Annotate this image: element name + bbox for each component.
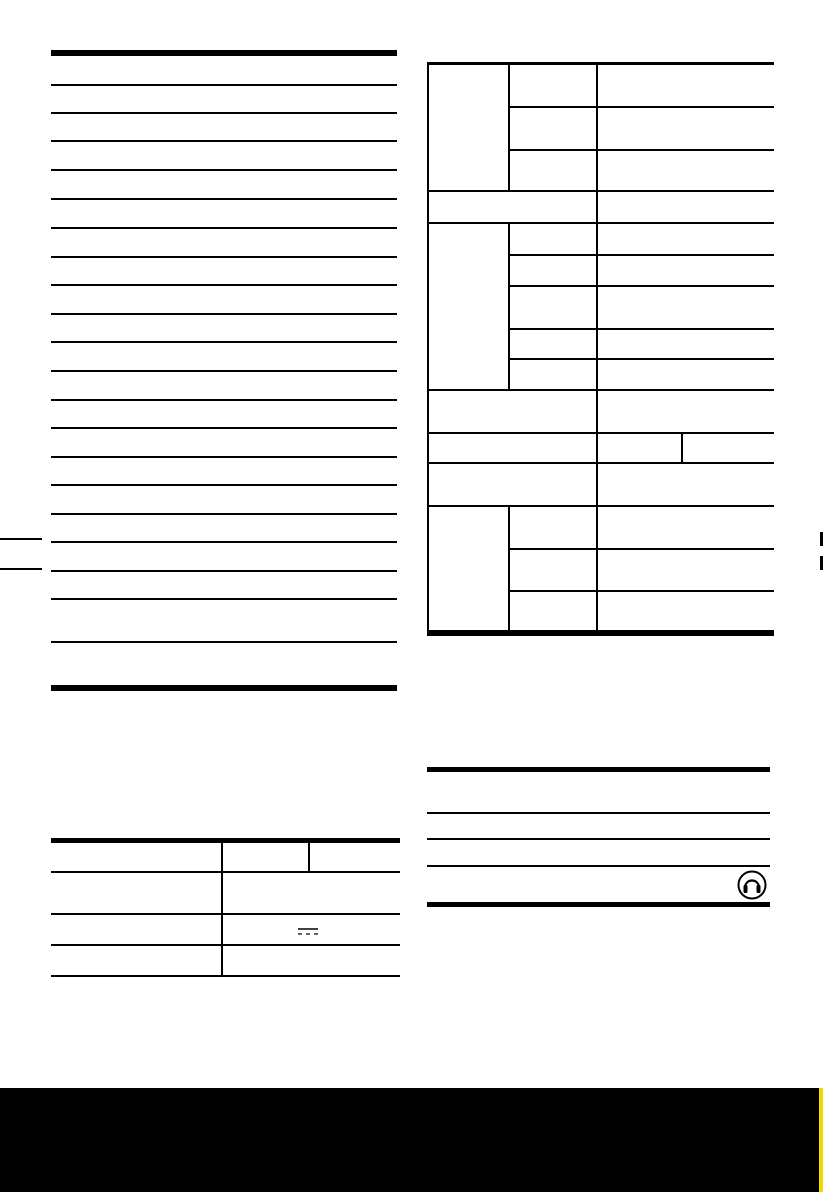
table-row — [51, 427, 397, 429]
table-row — [51, 84, 397, 86]
dc-current-icon — [297, 924, 319, 934]
table-row — [508, 149, 774, 151]
table-column-divider — [221, 843, 223, 976]
table-row — [51, 513, 397, 515]
table-row — [508, 106, 774, 108]
table-row — [51, 913, 400, 915]
table-row — [51, 944, 400, 946]
table-row — [508, 254, 774, 256]
table-row — [51, 598, 397, 600]
table-row — [51, 313, 397, 315]
table-top-rule — [51, 838, 400, 843]
table-column-divider — [681, 432, 683, 464]
table-row — [508, 328, 774, 330]
table-row — [427, 812, 770, 814]
table-row — [51, 370, 397, 372]
table-row — [508, 590, 774, 592]
table-row — [51, 198, 397, 200]
table-row — [51, 169, 397, 171]
table-row — [427, 389, 774, 391]
table-row — [427, 505, 774, 507]
page-edge-marker — [0, 538, 42, 540]
table-column-divider — [508, 62, 510, 192]
table-bottom-rule — [427, 902, 770, 907]
table-row — [427, 865, 770, 867]
table-row — [51, 256, 397, 258]
table-row — [427, 190, 774, 192]
table-column-divider — [308, 843, 310, 872]
table-row — [51, 570, 397, 572]
table-left-border — [427, 62, 429, 632]
table-bottom-rule — [427, 630, 774, 636]
ear-protection-icon — [737, 870, 767, 900]
table-column-divider — [596, 62, 598, 632]
table-row — [51, 399, 397, 401]
table-row — [51, 975, 400, 977]
table-row — [51, 484, 397, 486]
table-row — [508, 285, 774, 287]
page-edge-marker — [0, 568, 42, 570]
table-column-divider — [508, 505, 510, 632]
table-top-rule — [427, 767, 770, 772]
table-row — [51, 140, 397, 142]
table-row — [51, 341, 397, 343]
table-row — [51, 871, 400, 873]
table-row — [51, 456, 397, 458]
table-column-divider — [508, 223, 510, 391]
table-row — [508, 358, 774, 360]
table-row — [51, 641, 397, 643]
table-row — [427, 432, 774, 434]
page-footer-band — [0, 1088, 823, 1192]
table-row — [508, 548, 774, 550]
table-row — [51, 541, 397, 543]
table-bottom-rule — [51, 685, 397, 691]
table-row — [51, 112, 397, 114]
table-row — [427, 222, 774, 224]
table-row — [427, 838, 770, 840]
table-top-rule — [51, 50, 397, 56]
table-row — [427, 462, 774, 464]
table-top-rule — [427, 62, 774, 65]
table-row — [51, 284, 397, 286]
footer-accent-edge — [819, 1088, 823, 1192]
table-row — [51, 227, 397, 229]
